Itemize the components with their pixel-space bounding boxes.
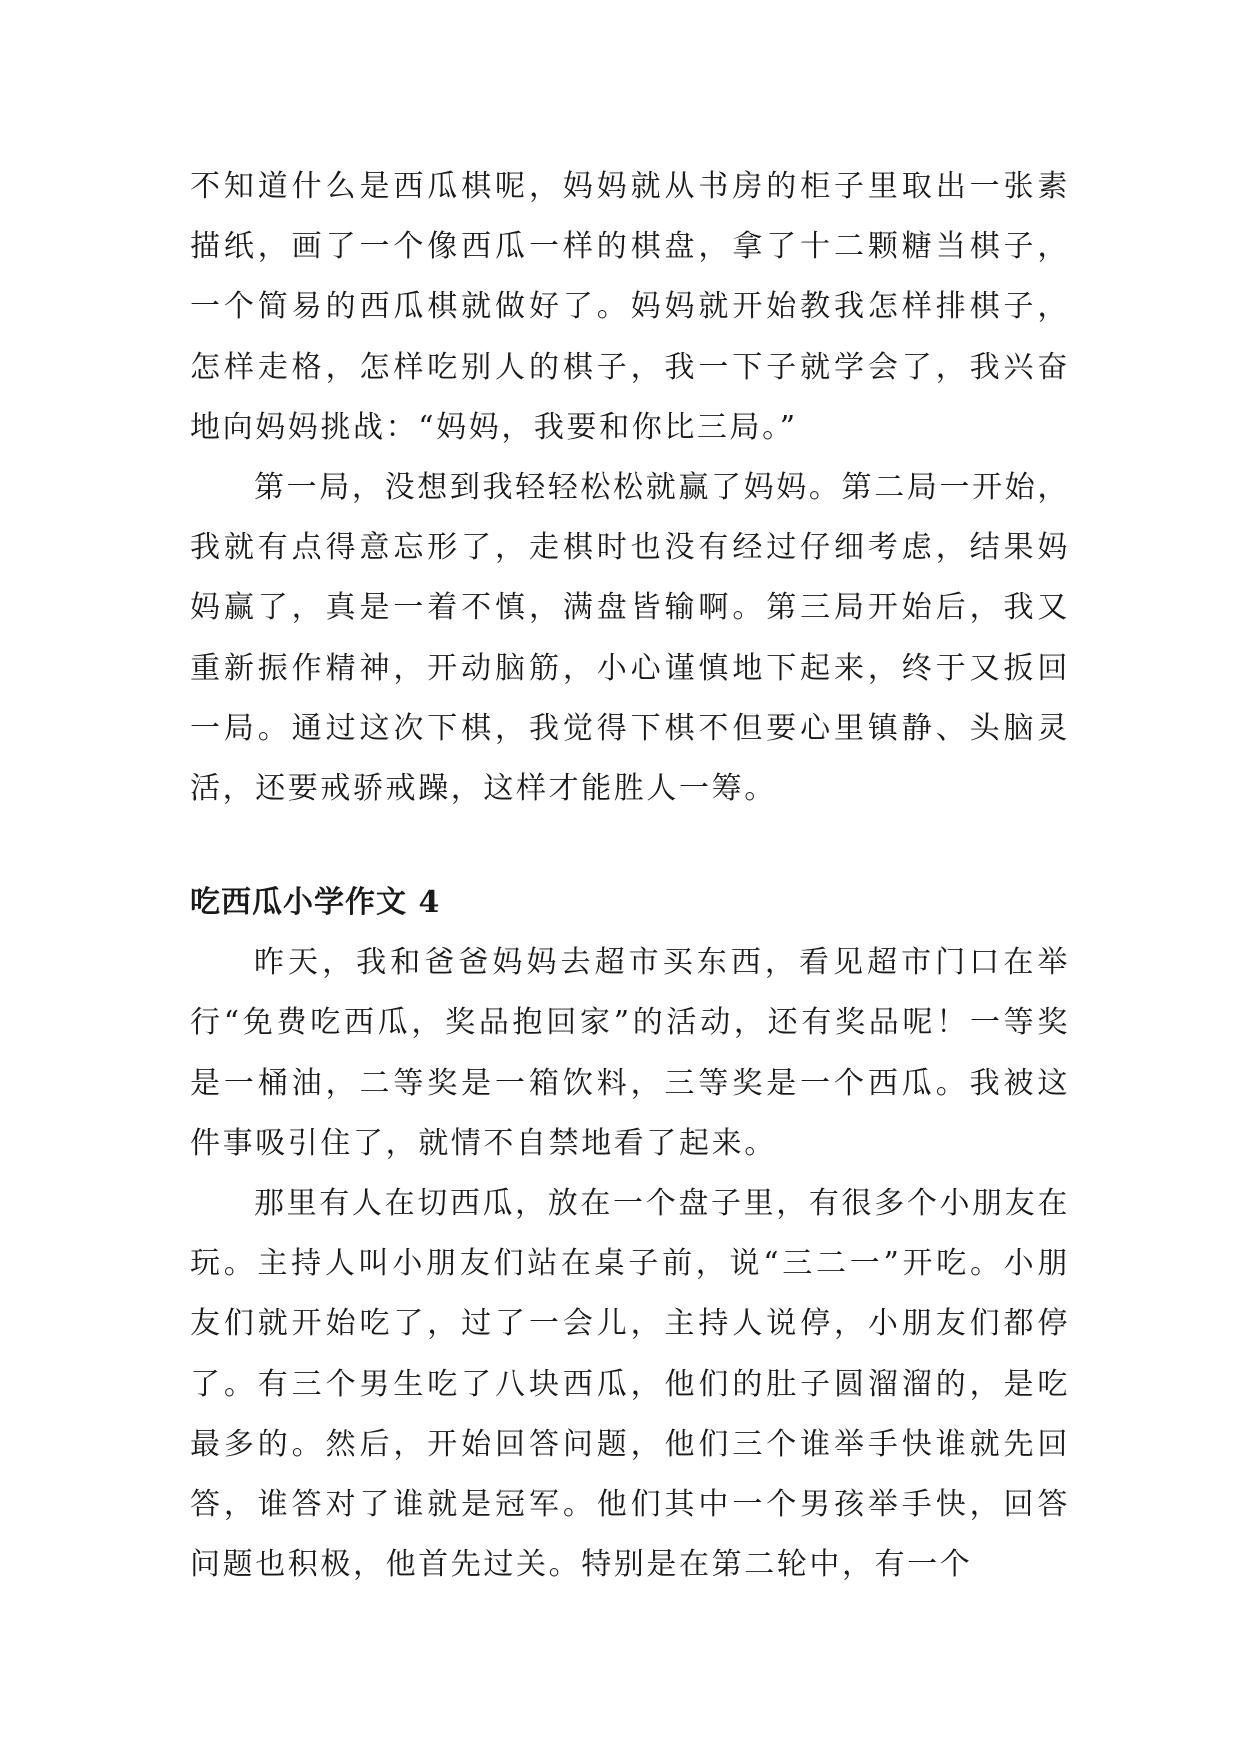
paragraph-supermarket: 昨天，我和爸爸妈妈去超市买东西，看见超市门口在举行“免费吃西瓜，奖品抱回家”的活动，还有奖品呢！一等奖是一桶油，二等奖是一箱饮料，三等奖是一个西瓜。我被这件事吸引住了，就情不自禁地看了起来。 xyxy=(190,945,1070,1161)
paragraph-chess-rounds: 第一局，没想到我轻轻松松就赢了妈妈。第二局一开始，我就有点得意忘形了，走棋时也没有经过仔细考虑，结果妈妈赢了，真是一着不慎，满盘皆输啊。第三局开始后，我又重新振作精神，开动脑筋，小心谨慎地下起来，终于又扳回一局。通过这次下棋，我觉得下棋不但要心里镇静、头脑灵活，还要戒骄戒躁，这样才能胜人一筹。 xyxy=(190,470,1070,807)
document-body xyxy=(190,157,1070,1595)
paragraph-continued: 不知道什么是西瓜棋呢，妈妈就从书房的柜子里取出一张素描纸，画了一个像西瓜一样的棋盘，拿了十二颗糖当棋子，一个简易的西瓜棋就做好了。妈妈就开始教我怎样排棋子，怎样走格，怎样吃别人的棋子，我一下子就学会了，我兴奋地向妈妈挑战：“妈妈，我要和你比三局。” xyxy=(190,169,1070,445)
paragraph-eating-contest: 那里有人在切西瓜，放在一个盘子里，有很多个小朋友在玩。主持人叫小朋友们站在桌子前，说“三二一”开吃。小朋友们就开始吃了，过了一会儿，主持人说停，小朋友们都停了。有三个男生吃了八块西瓜，他们的肚子圆溜溜的，是吃最多的。然后，开始回答问题，他们三个谁举手快谁就先回答，谁答对了谁就是冠军。他们其中一个男孩举手快，回答问题也积极，他首先过关。特别是在第二轮中，有一个 xyxy=(190,1186,1070,1583)
section-title: 吃西瓜小学作文 4 xyxy=(190,885,441,921)
